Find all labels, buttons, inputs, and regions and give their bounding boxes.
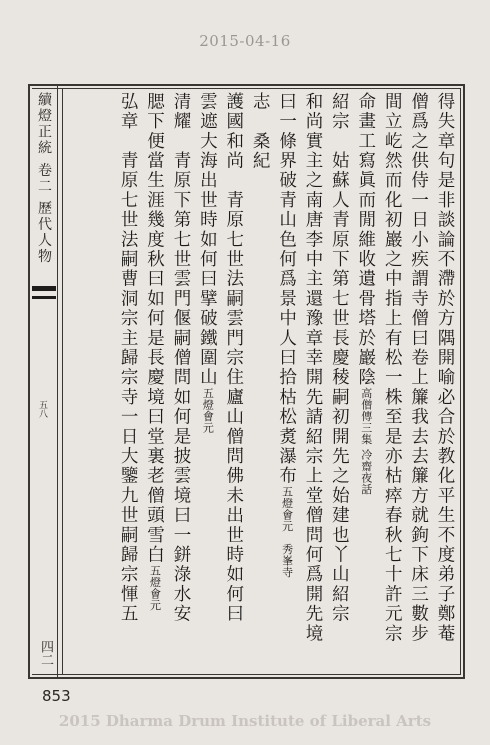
text-column: 間立屹然而化初巖之中指上有松一株至是亦枯瘁春秋七十許元宗 bbox=[382, 92, 403, 644]
text-column: 志 桑紀 bbox=[250, 92, 271, 171]
text-column: 得失章句是非談論不滯於方隅開喻必合於教化平生不度弟子鄭菴 bbox=[435, 92, 455, 644]
text-column: 僧爲之供侍一日小疾謂寺僧曰卷上簾我去去簾方就鉤下床三數步 bbox=[408, 92, 429, 644]
text-column: 紹宗 姑蘇人青原下第七世長慶稜嗣初開先之始建也丫山紹宗 bbox=[329, 92, 350, 624]
text-column: 命畫工寫眞而閒維收遺骨塔於巖陰高僧傳三集 冷齋夜話 bbox=[355, 92, 376, 495]
page-number: 853 bbox=[42, 687, 71, 705]
date-stamp: 2015-04-16 bbox=[199, 32, 291, 50]
spine-bottom-mark: 四二 bbox=[38, 640, 53, 666]
spine-title: 續燈正統 卷二 歷代人物 bbox=[36, 92, 52, 265]
inline-note: 五燈會元 bbox=[201, 387, 215, 434]
text-column: 曰一條界破青山色何爲景中人曰拾枯松煑瀑布五燈會元 秀峯寺 bbox=[276, 92, 297, 578]
copyright-watermark: 2015 Dharma Drum Institute of Liberal Arts bbox=[58, 712, 432, 730]
text-column: 腮下便當生涯幾度秋曰如何是長慶境曰堂裏老僧頭雪白五燈會元 bbox=[144, 92, 165, 611]
spine-page-mark: 五八 bbox=[37, 400, 47, 418]
text-column: 和尚實主之南唐李中主還豫章幸開先請紹宗上堂僧問何爲開先境 bbox=[302, 92, 323, 644]
text-column: 雲遮大海出世時如何曰擘破鐵圍山五燈會元 bbox=[197, 92, 218, 434]
vertical-text-body bbox=[62, 92, 458, 670]
inline-note: 五燈會元 秀峯寺 bbox=[280, 486, 294, 578]
inline-note: 高僧傳三集 冷齋夜話 bbox=[359, 387, 373, 495]
inline-note: 五燈會元 bbox=[148, 564, 162, 611]
text-column: 弘章 青原七世法嗣曹洞宗主歸宗寺一日大鑒九世嗣歸宗惲五 bbox=[118, 92, 139, 624]
text-column: 清耀 青原下第七世雲門偃嗣僧問如何是披雲境曰一鉼淥水安 bbox=[170, 92, 191, 624]
text-column: 護國和尚 青原七世法嗣雲門宗住廬山僧問佛未出世時如何曰 bbox=[223, 92, 244, 624]
